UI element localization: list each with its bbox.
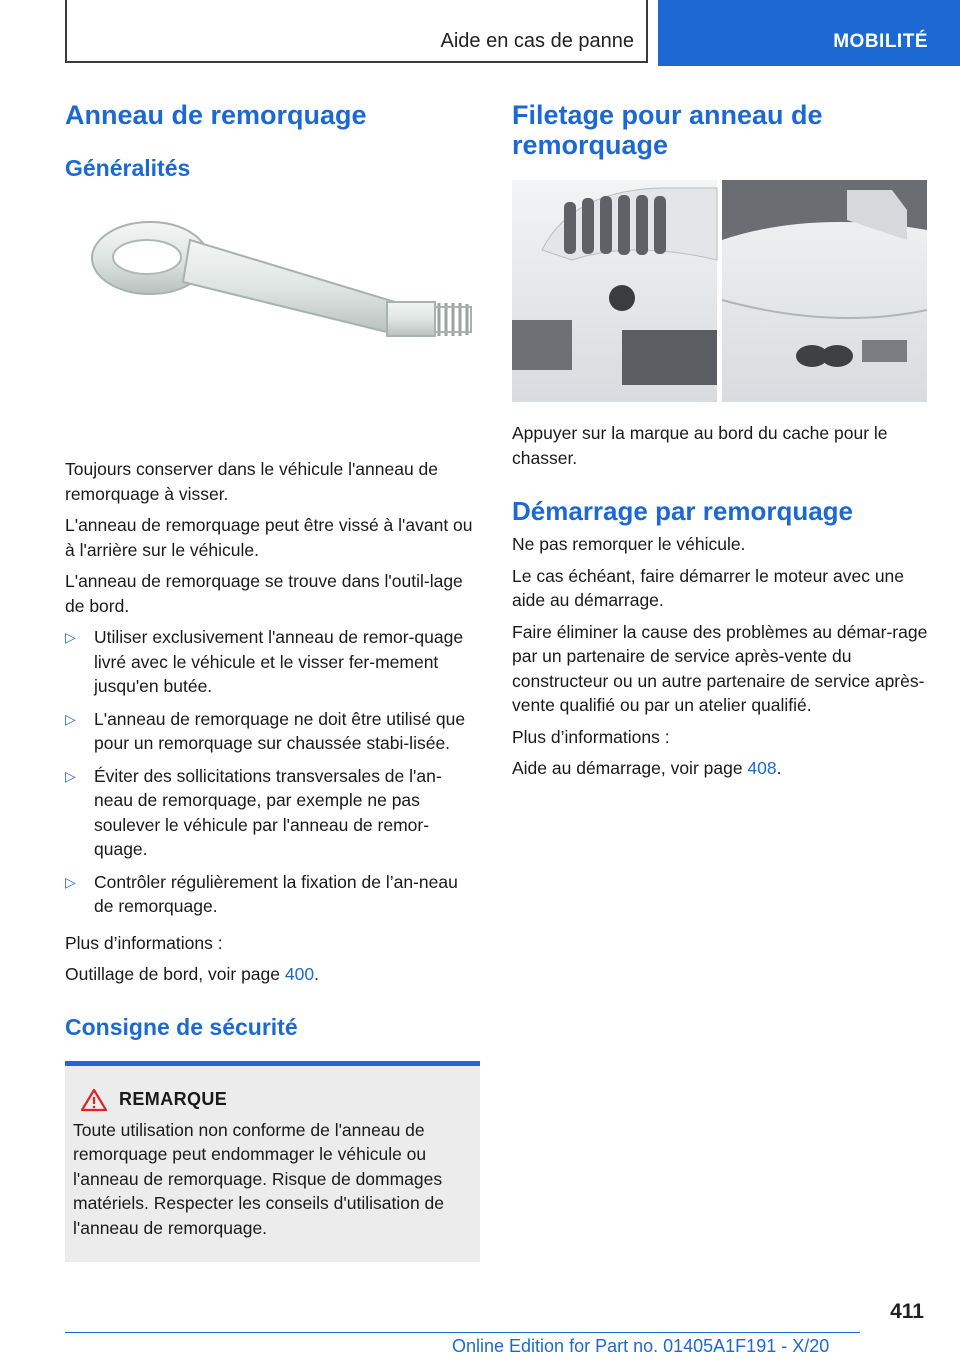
page-link-400[interactable]: 400 (284, 964, 315, 984)
triangle-right-icon: ▷ (65, 710, 76, 727)
triangle-right-icon: ▷ (65, 873, 76, 890)
footer-edition: Online Edition for Part no. 01405A1F191 - X/20 (452, 1336, 830, 1356)
more-info-label: Plus d’informations : (512, 726, 670, 747)
header-section-title: Aide en cas de panne (440, 30, 634, 52)
section-title-tow-start: Démarrage par remorquage (512, 496, 854, 526)
paragraph: Le cas échéant, faire démarrer le moteur avec une aide au démarrage. (512, 565, 905, 610)
page-link-408[interactable]: 408 (747, 758, 777, 778)
warning-box (65, 1061, 480, 1263)
list-item: ▷ L'anneau de remorquage ne doit être utilisé que pour un remorquage sur chaussée stabi-lisée. (65, 708, 466, 753)
subsection-title-general: Généralités (65, 155, 191, 181)
warning-triangle-icon (73, 1088, 115, 1112)
bumper-thread-image (512, 180, 927, 402)
left-column (65, 100, 480, 1262)
header-section-box (65, 0, 648, 63)
towing-eye-image (65, 210, 480, 440)
page-header (0, 0, 960, 66)
image-caption: Appuyer sur la marque au bord du cache pour le chasser. (512, 423, 888, 468)
triangle-right-icon: ▷ (65, 629, 76, 645)
cross-reference: Aide au démarrage, voir page 408. (512, 758, 782, 778)
paragraph: Faire éliminer la cause des problèmes au démar-rage par un partenaire de service après-vente du constructeur ou un autre partenaire de service après-vente qualifié ou par un atelier qualifié. (512, 621, 928, 715)
warning-header (73, 1088, 472, 1112)
section-title-thread: Filetage pour anneau de remorquage (512, 100, 823, 160)
bullet-list (65, 625, 480, 919)
paragraph: L'anneau de remorquage peut être vissé à l'avant ou à l'arrière sur le véhicule. (65, 515, 473, 560)
warning-label: REMARQUE (119, 1089, 228, 1109)
list-item: ▷ Contrôler régulièrement la fixation de l’an-neau de remorquage. (65, 871, 458, 916)
triangle-right-icon: ▷ (65, 767, 76, 784)
list-item: ▷ Utiliser exclusivement l'anneau de remor-quage livré avec le véhicule et le visser fer-mement jusqu'en butée. (65, 627, 464, 696)
header-chapter-tab[interactable] (658, 0, 960, 66)
subsection-title-safety: Consigne de sécurité (65, 1013, 298, 1040)
right-column (512, 100, 932, 788)
more-info-label: Plus d’informations : (65, 932, 223, 953)
cross-reference: Outillage de bord, voir page 400. (65, 964, 319, 984)
list-item: ▷ Éviter des sollicitations transversales de l'an-neau de remorquage, par exemple ne pas soulever le véhicule par l'anneau de remor-quage. (65, 765, 442, 859)
paragraph: Toujours conserver dans le véhicule l'anneau de remorquage à visser. (65, 459, 439, 504)
paragraph: L'anneau de remorquage se trouve dans l'outil-lage de bord. (65, 571, 463, 616)
page-number: 411 (890, 1300, 924, 1323)
header-chapter-label: MOBILITÉ (833, 31, 928, 52)
footer-divider (65, 1332, 860, 1333)
warning-text: Toute utilisation non conforme de l'anneau de remorquage peut endommager le véhicule ou l'anneau de remorquage. Risque de dommages matériels. Respecter les conseils d'utilisation de l'anneau de remorquage. (73, 1119, 445, 1238)
paragraph: Ne pas remorquer le véhicule. (512, 534, 746, 554)
section-title-towing-eye: Anneau de remorquage (65, 100, 367, 130)
